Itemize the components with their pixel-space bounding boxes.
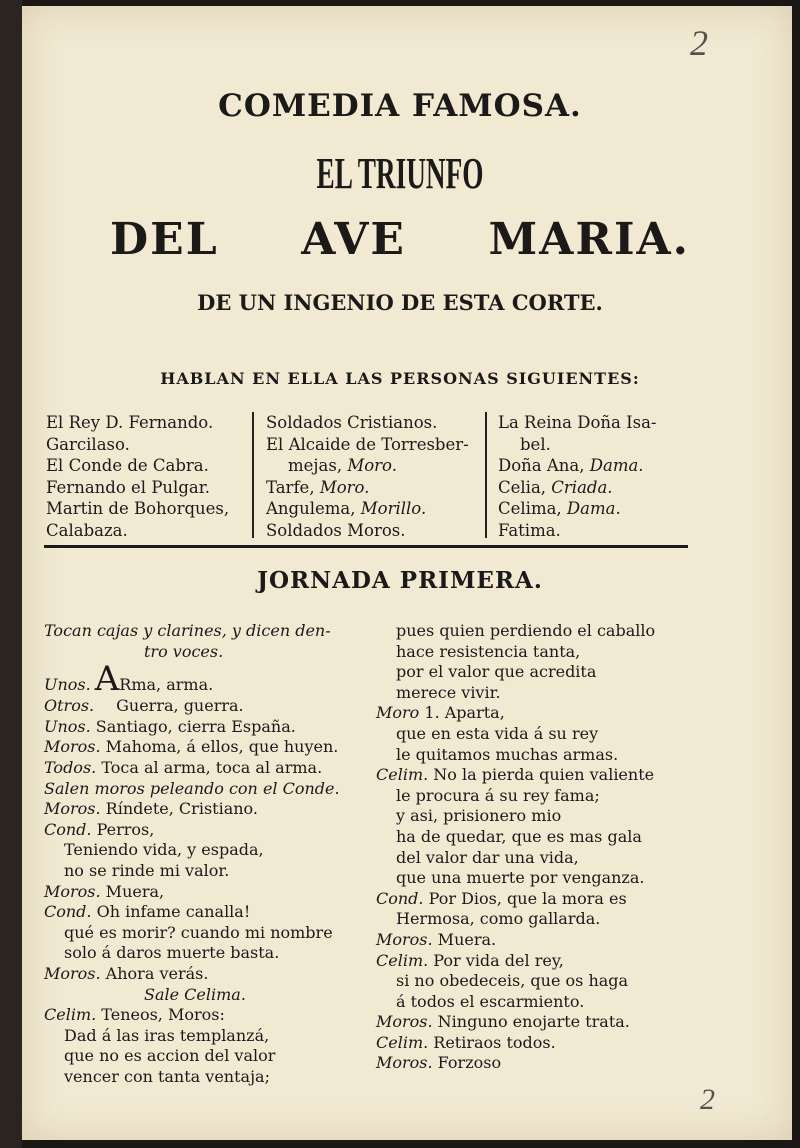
- stage-direction: Tocan cajas y clarines, y dicen den-: [44, 621, 331, 640]
- verse-line: [44, 1046, 340, 1067]
- cast-role: Moro.: [319, 477, 370, 497]
- cast-name: mejas,: [288, 456, 348, 475]
- verse-line: [376, 930, 655, 951]
- speaker: Moro: [376, 703, 420, 723]
- cast-member: [266, 455, 469, 477]
- title-word: AVE: [301, 214, 406, 265]
- verse-line: [44, 642, 340, 663]
- verse-line: [44, 985, 340, 1006]
- verse-line: [44, 820, 340, 841]
- verse-line: [376, 1012, 655, 1033]
- verse-text: solo á daros muerte basta.: [64, 943, 280, 963]
- cast-name: bel.: [520, 434, 551, 454]
- cast-name: Soldados Moros.: [266, 520, 406, 540]
- text-column-right: [376, 621, 655, 1074]
- verse-line: [376, 1053, 655, 1074]
- verse-line: [44, 902, 340, 923]
- cast-name: La Reina Doña Isa-: [498, 413, 657, 432]
- verse-line: [44, 737, 340, 758]
- verse-line: [376, 827, 655, 848]
- verse-text: Rma, arma.: [119, 675, 214, 695]
- speaker: Cond.: [376, 888, 424, 908]
- cast-name: Soldados Cristianos.: [266, 413, 438, 432]
- verse-line: [376, 1033, 655, 1054]
- cast-member: Martin de Bohorques,: [46, 499, 230, 518]
- speaker: Moros.: [376, 929, 433, 949]
- verse-line: [376, 703, 655, 724]
- speaker: Moros.: [376, 1012, 433, 1032]
- verse-text: Dad á las iras templanzá,: [64, 1025, 270, 1045]
- cast-member: [498, 434, 656, 456]
- cast-member: [498, 477, 656, 499]
- cast-member: [266, 498, 469, 520]
- speaker: Celim.: [376, 1032, 429, 1052]
- verse-text: que no es accion del valor: [64, 1046, 276, 1066]
- verse-text: Muera,: [100, 881, 165, 901]
- speaker: Moros.: [44, 881, 101, 901]
- speaker: Moros.: [44, 737, 101, 757]
- verse-text: pues quien perdiendo el caballo: [396, 621, 656, 640]
- verse-line: [376, 745, 655, 766]
- verse-line: [44, 964, 340, 985]
- cast-role: Dama.: [589, 456, 644, 475]
- verse-text: por el valor que acredita: [396, 662, 597, 682]
- stage-direction: Sale Celima.: [144, 984, 246, 1004]
- verse-text: vencer con tanta ventaja;: [64, 1066, 270, 1086]
- verse-text: 1. Aparta,: [419, 703, 505, 723]
- verse-text: Por Dios, que la mora es: [423, 888, 627, 908]
- verse-text: ha de quedar, que es mas gala: [396, 826, 642, 846]
- verse-text: á todos el escarmiento.: [396, 991, 585, 1011]
- speaker: Moros.: [44, 963, 101, 983]
- speaker: Unos.: [44, 716, 91, 736]
- cast-member: El Rey D. Fernando.: [46, 413, 214, 432]
- verse-line: [376, 786, 655, 807]
- verse-line: [44, 696, 340, 717]
- text-column-left: [44, 621, 340, 1087]
- cast-name: Angulema,: [266, 499, 361, 518]
- cast-name: Tarfe,: [266, 477, 320, 497]
- title-word: MARIA.: [488, 214, 690, 265]
- cast-name: Fatima.: [498, 520, 561, 540]
- cast-role: Moro.: [347, 456, 397, 475]
- verse-line: [44, 943, 340, 964]
- verse-line: [376, 889, 655, 910]
- horizontal-rule: [44, 545, 688, 548]
- verse-line: [44, 1067, 340, 1088]
- handwritten-page-number-top: 2: [690, 23, 708, 63]
- verse-text: le quitamos muchas armas.: [396, 744, 619, 764]
- verse-line: [376, 806, 655, 827]
- verse-text: Guerra, guerra.: [116, 696, 244, 716]
- verse-line: [376, 642, 655, 663]
- verse-text: Retiraos todos.: [428, 1032, 556, 1052]
- cast-heading: HABLAN EN ELLA LAS PERSONAS SIGUIENTES:: [160, 369, 640, 388]
- cast-member: [266, 520, 469, 542]
- cast-member: [498, 455, 656, 477]
- speaker: Otros.: [44, 696, 95, 716]
- verse-line: [44, 758, 340, 779]
- cast-role: Morillo.: [360, 499, 427, 518]
- stage-direction: Salen moros peleando con el Conde.: [44, 778, 340, 798]
- verse-text: que en esta vida á su rey: [396, 723, 599, 743]
- verse-line: [376, 992, 655, 1013]
- cast-member: El Conde de Cabra.: [46, 456, 209, 475]
- verse-text: no se rinde mi valor.: [64, 860, 230, 880]
- verse-line: [376, 971, 655, 992]
- verse-line: [44, 621, 340, 642]
- verse-text: No la pierda quien valiente: [428, 765, 655, 785]
- cast-name: Celia,: [498, 477, 552, 497]
- act-heading: JORNADA PRIMERA.: [257, 567, 543, 594]
- verse-text: hace resistencia tanta,: [396, 641, 581, 661]
- speaker: Moros.: [44, 799, 101, 819]
- title-del-ave-maria: [110, 214, 690, 265]
- verse-text: si no obedeceis, que os haga: [396, 971, 629, 991]
- speaker: Celim.: [376, 950, 429, 970]
- title-el-triunfo: EL TRIUNFO: [316, 149, 484, 198]
- verse-text: Perros,: [91, 819, 155, 839]
- speaker: Unos.: [44, 675, 91, 695]
- verse-line: [44, 779, 340, 800]
- handwritten-page-number-bottom: 2: [700, 1083, 715, 1116]
- verse-line: [376, 909, 655, 930]
- cast-name: El Alcaide de Torresber-: [266, 434, 469, 454]
- verse-text: Teneos, Moros:: [96, 1005, 225, 1025]
- title-comedia-famosa: COMEDIA FAMOSA.: [218, 88, 582, 124]
- speaker: Celim.: [44, 1005, 97, 1025]
- subtitle-author: DE UN INGENIO DE ESTA CORTE.: [197, 290, 603, 315]
- verse-line: [376, 683, 655, 704]
- verse-line: [44, 882, 340, 903]
- verse-line: [44, 840, 340, 861]
- verse-text: Ninguno enojarte trata.: [432, 1012, 630, 1032]
- verse-text: merece vivir.: [396, 682, 501, 702]
- cast-divider: [485, 412, 487, 538]
- speaker: Celim.: [376, 765, 429, 785]
- verse-line: [44, 717, 340, 738]
- verse-line: [376, 951, 655, 972]
- cast-member: [498, 412, 656, 434]
- verse-line: [376, 765, 655, 786]
- verse-text: qué es morir? cuando mi nombre: [64, 922, 333, 942]
- speaker: Cond.: [44, 819, 92, 839]
- cast-member: [266, 477, 469, 499]
- verse-text: del valor dar una vida,: [396, 847, 579, 867]
- cast-column-2: [266, 412, 469, 541]
- verse-line: [376, 724, 655, 745]
- cast-member: [498, 498, 656, 520]
- verse-text: Forzoso: [432, 1053, 502, 1073]
- cast-role: Dama.: [566, 499, 621, 518]
- verse-text: le procura á su rey fama;: [396, 785, 600, 805]
- verse-text: Teniendo vida, y espada,: [64, 840, 264, 860]
- verse-line: [44, 799, 340, 820]
- cast-member: Fernando el Pulgar.: [46, 477, 211, 497]
- verse-text: Hermosa, como gallarda.: [396, 909, 601, 929]
- verse-text: y asi, prisionero mio: [396, 806, 562, 826]
- verse-line: [44, 1005, 340, 1026]
- verse-text: Por vida del rey,: [428, 950, 564, 970]
- stage-direction: tro voces.: [144, 641, 224, 661]
- verse-text: que una muerte por venganza.: [396, 868, 645, 888]
- cast-divider: [252, 412, 254, 538]
- verse-line: [376, 848, 655, 869]
- verse-text: Santiago, cierra España.: [90, 716, 296, 736]
- cast-name: Doña Ana,: [498, 456, 590, 475]
- speaker: Moros.: [376, 1053, 433, 1073]
- verse-text: Toca al arma, toca al arma.: [96, 757, 323, 777]
- verse-text: Ahora verás.: [100, 963, 209, 983]
- verse-line: [44, 861, 340, 882]
- cast-member: Calabaza.: [46, 520, 128, 540]
- title-word: DEL: [110, 214, 219, 265]
- verse-line: [44, 923, 340, 944]
- drop-cap: A: [94, 659, 120, 700]
- verse-text: Mahoma, á ellos, que huyen.: [100, 737, 339, 757]
- verse-text: Ríndete, Cristiano.: [100, 799, 258, 819]
- verse-text: Oh infame canalla!: [91, 902, 251, 922]
- verse-line: [44, 1026, 340, 1047]
- cast-role: Criada.: [551, 477, 613, 497]
- cast-member: Garcilaso.: [46, 434, 130, 454]
- verse-line: [376, 662, 655, 683]
- cast-member: [498, 520, 656, 542]
- cast-member: [266, 434, 469, 456]
- cast-column-1: [46, 412, 229, 541]
- cast-member: [266, 412, 469, 434]
- cast-name: Celima,: [498, 499, 567, 518]
- speaker: Cond.: [44, 902, 92, 922]
- speaker: Todos.: [44, 757, 97, 777]
- verse-line: [376, 868, 655, 889]
- verse-line: [44, 659, 340, 700]
- cast-column-3: [498, 412, 656, 541]
- verse-text: Muera.: [432, 929, 497, 949]
- verse-line: [376, 621, 655, 642]
